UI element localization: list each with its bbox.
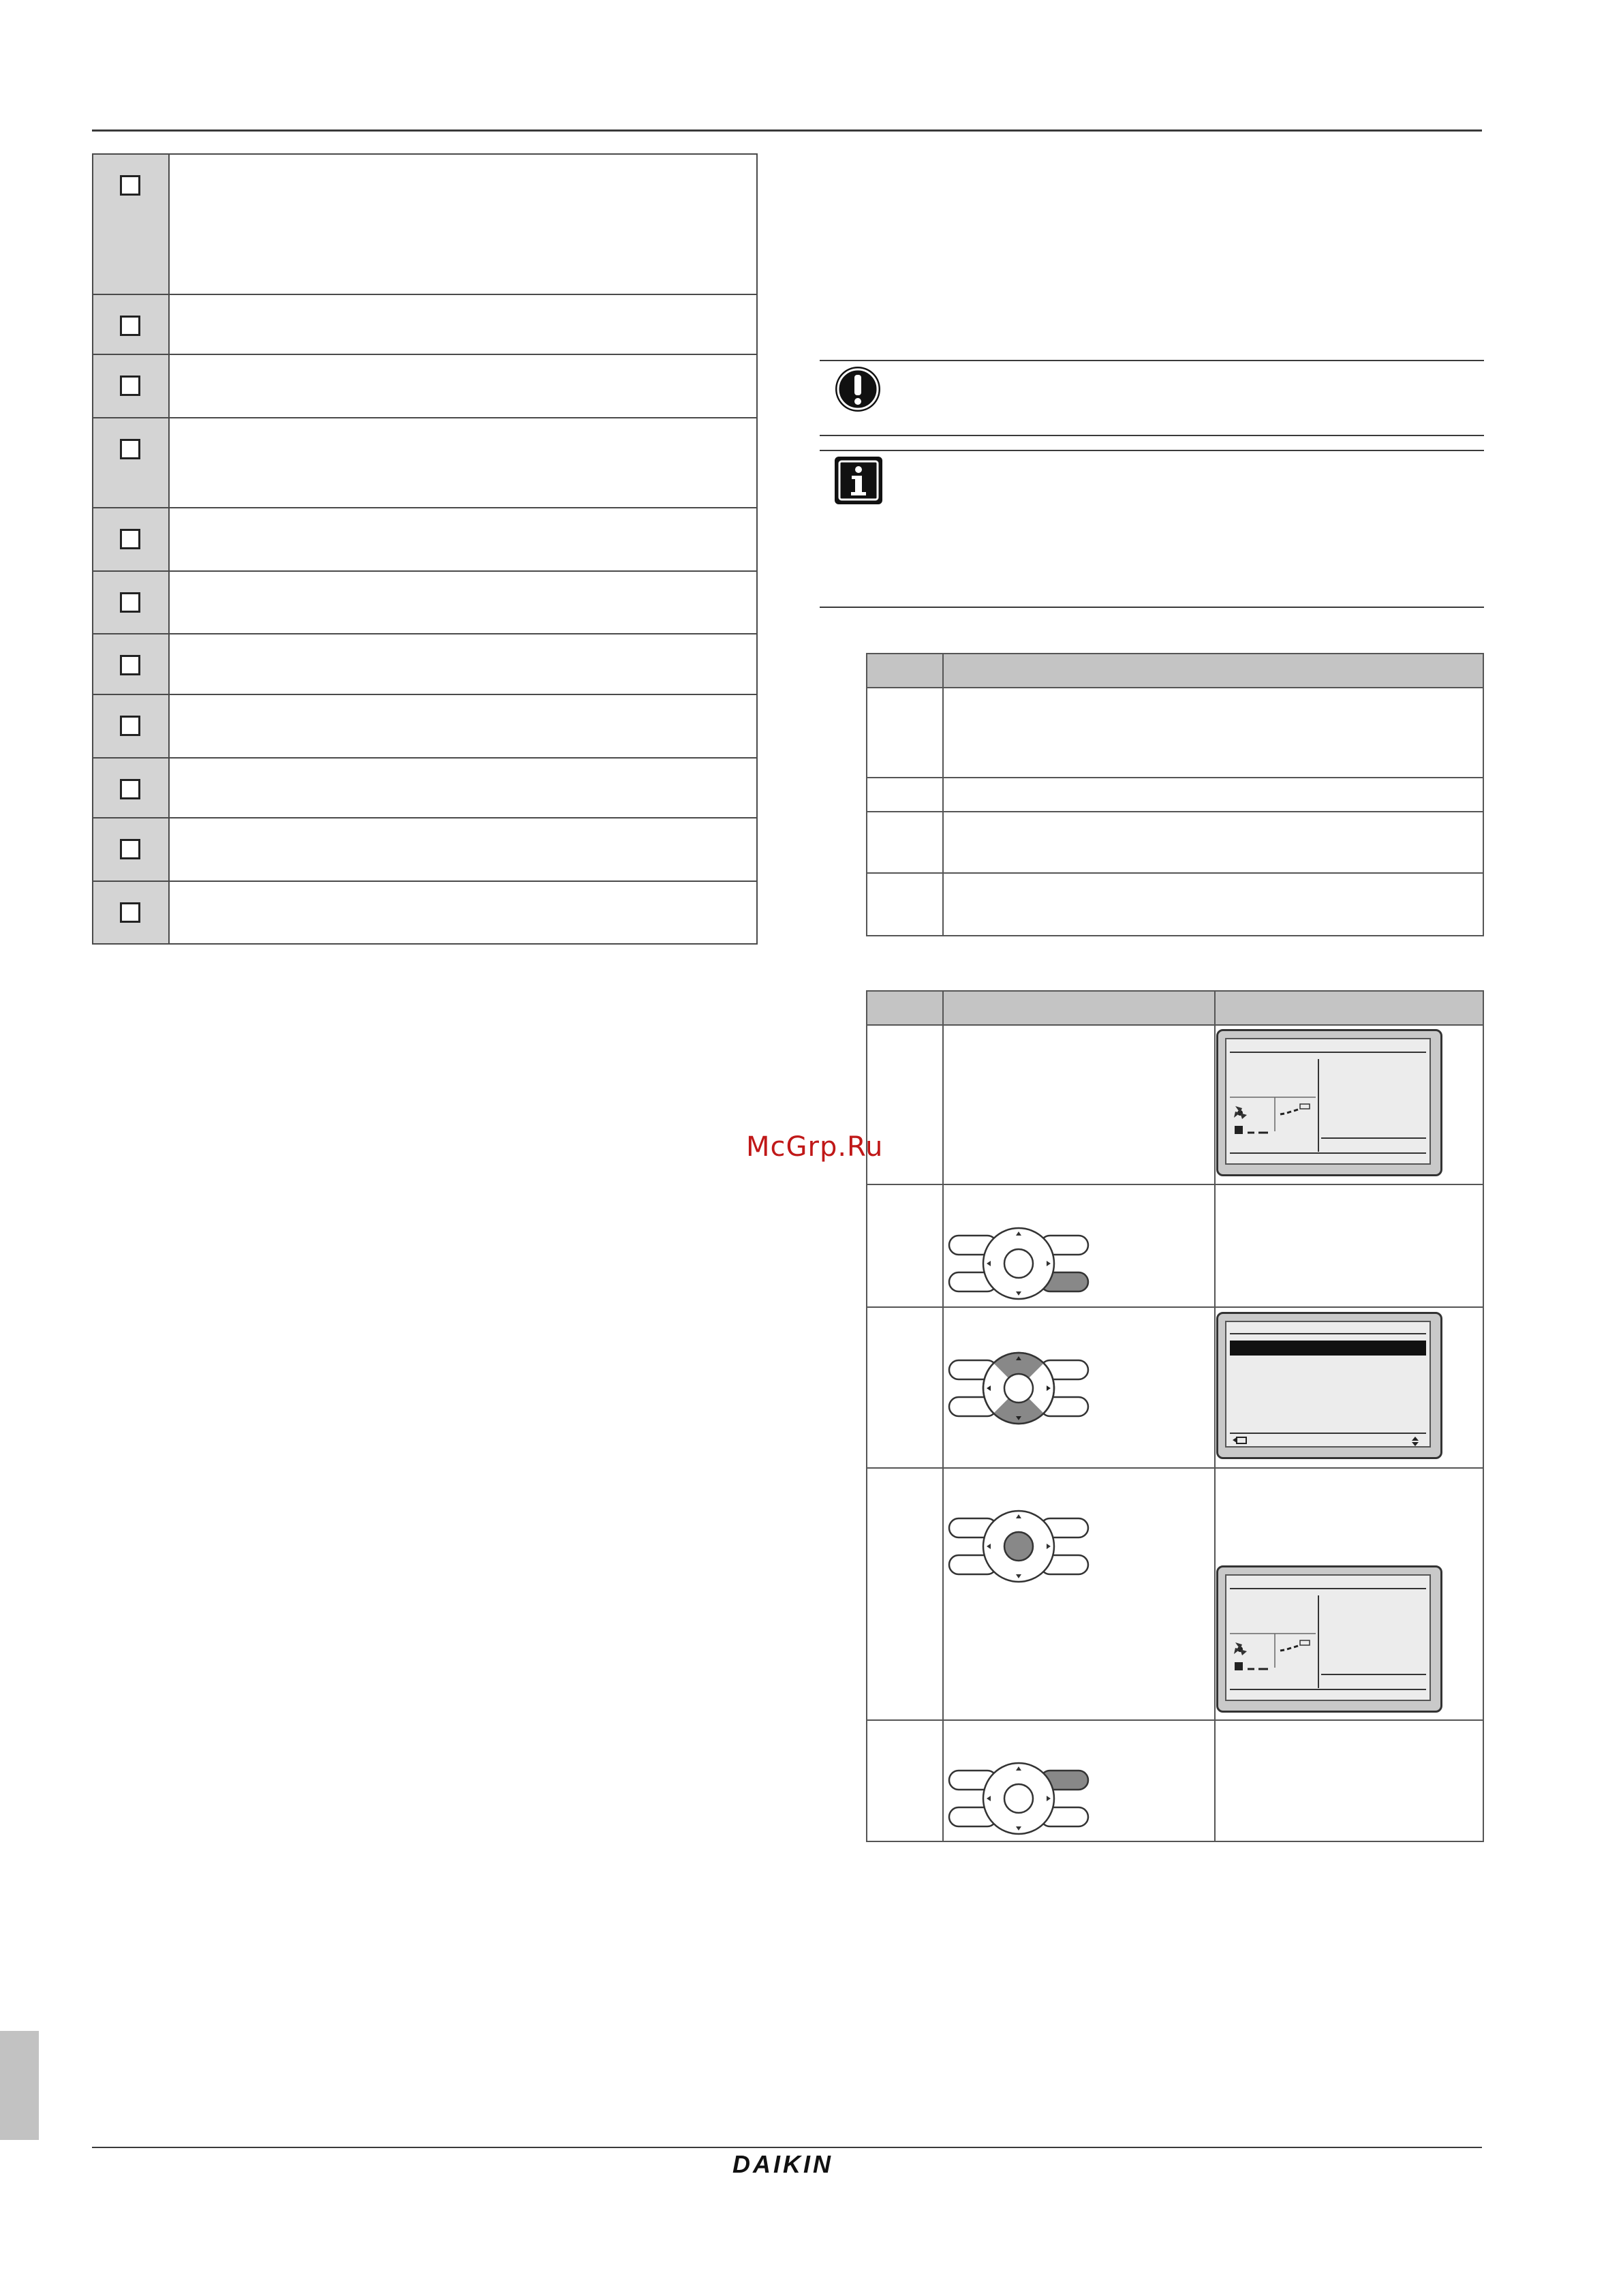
remote-buttons-updown-press [944, 1348, 1094, 1430]
side-tab [0, 2031, 39, 2140]
checklist-row [93, 571, 757, 634]
remote-buttons-cancel-press [944, 1758, 1094, 1840]
table-header-cell [943, 654, 1483, 688]
checkbox[interactable] [120, 316, 140, 336]
watermark-text: McGrp.Ru [746, 1131, 884, 1163]
lcd-home-screen-return [1216, 1565, 1442, 1713]
checkbox[interactable] [120, 175, 140, 196]
table-row [867, 812, 1483, 873]
info-bottom-rule [820, 607, 1484, 608]
table-header-cell [867, 654, 943, 688]
checklist-row [93, 634, 757, 694]
checklist-row [93, 154, 757, 294]
remote-buttons-ok-press [944, 1506, 1094, 1588]
table-header-cell [867, 991, 943, 1025]
checklist-row [93, 694, 757, 758]
checkbox[interactable] [120, 376, 140, 396]
checkbox[interactable] [120, 779, 140, 799]
info-top-rule [820, 450, 1484, 451]
checkbox[interactable] [120, 839, 140, 859]
checklist-table [92, 153, 758, 945]
checklist-row [93, 294, 757, 354]
parameter-table [866, 653, 1484, 936]
notice-bottom-rule [820, 435, 1484, 436]
info-icon [833, 455, 884, 506]
checkbox[interactable] [120, 716, 140, 736]
lcd-home-screen [1216, 1029, 1442, 1176]
checklist-row [93, 758, 757, 818]
table-header-cell [943, 991, 1215, 1025]
lcd-home-contents [1216, 1029, 1442, 1176]
table-row [867, 873, 1483, 936]
checkbox[interactable] [120, 439, 140, 459]
checkbox[interactable] [120, 902, 140, 923]
checklist-row [93, 354, 757, 418]
checklist-row [93, 508, 757, 571]
lcd-menu-contents [1216, 1312, 1442, 1459]
table-header-cell [1215, 991, 1483, 1025]
lcd-menu-screen [1216, 1312, 1442, 1459]
checkbox[interactable] [120, 592, 140, 613]
checkbox[interactable] [120, 529, 140, 549]
header-rule [92, 129, 1482, 132]
exclamation-icon [833, 365, 882, 414]
remote-buttons-menu-press [944, 1223, 1094, 1305]
checklist-row [93, 418, 757, 508]
brand-logo: DAIKIN [732, 2150, 833, 2178]
table-row [867, 778, 1483, 812]
table-row [867, 688, 1483, 778]
checklist-row [93, 881, 757, 944]
notice-top-rule [820, 360, 1484, 361]
checkbox[interactable] [120, 655, 140, 675]
footer-rule [92, 2147, 1482, 2148]
checklist-row [93, 818, 757, 881]
lcd-home-contents [1216, 1565, 1442, 1713]
